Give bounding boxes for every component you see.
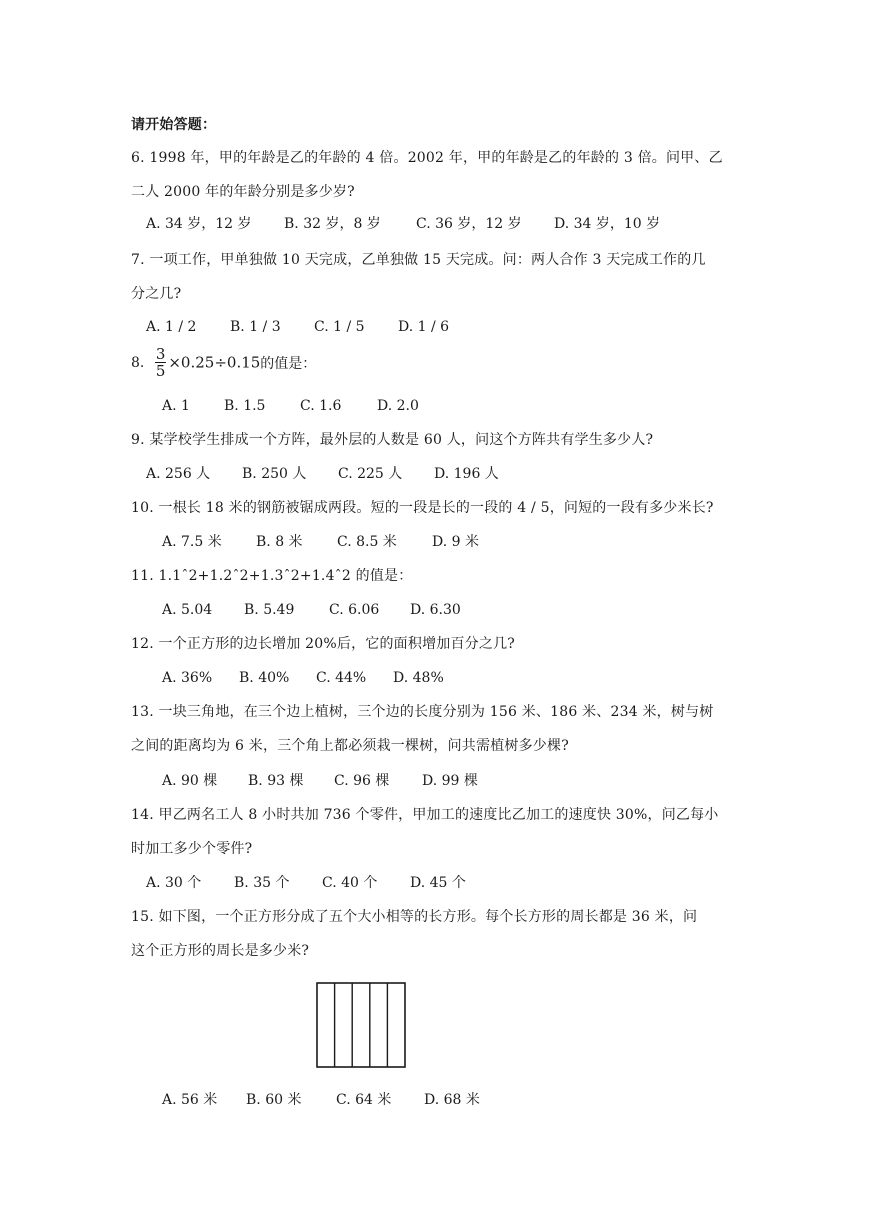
option-c: C. 6.06 (329, 602, 380, 618)
fraction-denominator: 5 (155, 362, 166, 380)
option-d: D. 99 棵 (422, 773, 478, 789)
option-c: C. 44% (316, 670, 367, 686)
option-d: D. 45 个 (410, 875, 466, 891)
question-15-line-2: 这个正方形的周长是多少米? (131, 943, 310, 959)
question-13-line-2: 之间的距离均为 6 米，三个角上都必须栽一棵树，问共需植树多少棵? (131, 738, 569, 754)
option-b: B. 1.5 (224, 398, 266, 414)
question-6-line-2: 二人 2000 年的年龄分别是多少岁? (131, 184, 355, 200)
option-c: C. 64 米 (336, 1092, 392, 1108)
option-b: B. 35 个 (234, 875, 290, 891)
question-13-options (162, 771, 478, 791)
option-c: C. 1.6 (300, 398, 342, 414)
question-15-line-1: 15. 如下图，一个正方形分成了五个大小相等的长方形。每个长方形的周长都是 36 米，问 (131, 909, 698, 925)
question-8-number: 8. (131, 354, 145, 371)
option-b: B. 32 岁，8 岁 (284, 216, 381, 232)
question-15-options (162, 1090, 480, 1110)
question-6-options (146, 214, 660, 234)
question-7-line-1: 7. 一项工作，甲单独做 10 天完成，乙单独做 15 天完成。问：两人合作 3 天完成工作的几 (131, 252, 706, 268)
option-a: A. 5.04 (162, 602, 213, 618)
option-a: A. 90 棵 (162, 773, 218, 789)
fraction-numerator: 3 (155, 345, 166, 363)
option-a: A. 56 米 (162, 1092, 218, 1108)
option-a: A. 30 个 (146, 875, 202, 891)
question-7-options (146, 317, 449, 337)
option-d: D. 48% (393, 670, 444, 686)
question-13-line-1: 13. 一块三角地，在三个边上植树，三个边的长度分别为 156 米、186 米、234 米，树与树 (131, 704, 714, 720)
option-a: A. 1 (162, 398, 190, 414)
question-12-line-1: 12. 一个正方形的边长增加 20%后，它的面积增加百分之几? (131, 636, 515, 652)
question-10-options (162, 532, 479, 552)
option-c: C. 36 岁，12 岁 (416, 216, 522, 232)
section-header: 请开始答题： (131, 117, 217, 133)
option-c: C. 1 / 5 (314, 319, 365, 335)
question-10-line-1: 10. 一根长 18 米的钢筋被锯成两段。短的一段是长的一段的 4 / 5，问短的一段有多少米长? (131, 500, 714, 516)
option-c: C. 8.5 米 (337, 534, 397, 550)
option-d: D. 68 米 (424, 1092, 480, 1108)
outer-square (317, 983, 405, 1067)
option-b: B. 60 米 (246, 1092, 302, 1108)
option-b: B. 40% (239, 670, 290, 686)
question-8 (131, 346, 316, 390)
expression: ×0.25÷0.15 (168, 353, 261, 372)
option-b: B. 5.49 (244, 602, 295, 618)
question-6-line-1: 6. 1998 年，甲的年龄是乙的年龄的 4 倍。2002 年，甲的年龄是乙的年龄的 3 倍。问甲、乙 (131, 150, 723, 166)
option-b: B. 93 棵 (248, 773, 304, 789)
option-c: C. 40 个 (322, 875, 378, 891)
question-14-line-2: 时加工多少个零件? (131, 841, 253, 857)
option-d: D. 34 岁，10 岁 (554, 216, 661, 232)
question-9-options (146, 464, 499, 484)
option-b: B. 250 人 (242, 466, 307, 482)
option-a: A. 34 岁，12 岁 (146, 216, 252, 232)
option-d: D. 196 人 (434, 466, 499, 482)
option-a: A. 1 / 2 (146, 319, 197, 335)
question-7-line-2: 分之几? (131, 286, 182, 302)
option-a: A. 7.5 米 (162, 534, 222, 550)
question-14-line-1: 14. 甲乙两名工人 8 小时共加 736 个零件，甲加工的速度比乙加工的速度快 30%，问乙每小 (131, 807, 719, 823)
option-d: D. 1 / 6 (398, 319, 450, 335)
option-b: B. 8 米 (256, 534, 303, 550)
square-divided-figure (316, 982, 408, 1070)
option-d: D. 2.0 (377, 398, 419, 414)
question-11-options (162, 600, 461, 620)
option-b: B. 1 / 3 (230, 319, 281, 335)
option-d: D. 6.30 (410, 602, 461, 618)
question-8-suffix: 的值是： (260, 355, 317, 372)
question-9-line-1: 9. 某学校学生排成一个方阵，最外层的人数是 60 人，问这个方阵共有学生多少人? (131, 432, 654, 448)
question-14-options (146, 873, 466, 893)
question-8-options (162, 396, 419, 416)
option-a: A. 36% (162, 670, 213, 686)
fraction (155, 346, 167, 379)
question-11-line-1: 11. 1.1ˆ2+1.2ˆ2+1.3ˆ2+1.4ˆ2 的值是： (131, 568, 413, 584)
option-c: C. 96 棵 (334, 773, 390, 789)
option-c: C. 225 人 (338, 466, 403, 482)
option-d: D. 9 米 (432, 534, 479, 550)
option-a: A. 256 人 (146, 466, 211, 482)
question-12-options (162, 668, 444, 688)
